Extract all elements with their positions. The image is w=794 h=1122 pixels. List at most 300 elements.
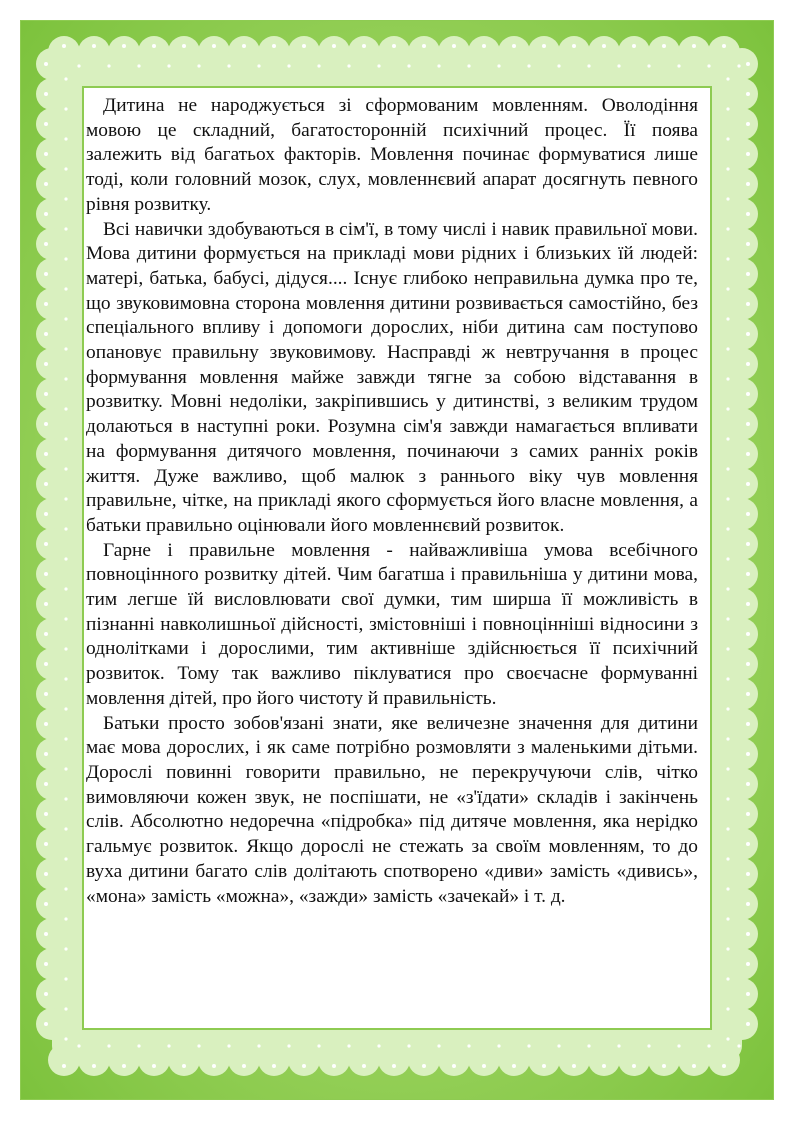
lace-dot xyxy=(64,767,67,770)
lace-dot xyxy=(746,272,750,276)
lace-dot xyxy=(62,44,66,48)
scallop xyxy=(498,1044,530,1076)
paragraph-1: Дитина не народжується зі сформованим мовленням. Оволодіння мовою це складний, багатосторонній психічний процес. Її поява залежить від багатьох факторів. Мовлення починає формуватися лише тоді, коли головний мозок, слух, мовленнєвий апарат досягнуть певного рівня розвитку. xyxy=(86,95,698,215)
lace-dot xyxy=(726,377,729,380)
lace-dot xyxy=(64,707,67,710)
lace-dot xyxy=(362,44,366,48)
lace-dot xyxy=(746,782,750,786)
lace-dot xyxy=(64,677,67,680)
scallop xyxy=(36,588,68,620)
scallop xyxy=(36,48,68,80)
scallop xyxy=(36,78,68,110)
lace-dot xyxy=(392,1064,396,1068)
lace-dot xyxy=(726,1007,729,1010)
lace-dot xyxy=(692,44,696,48)
scallop xyxy=(726,318,758,350)
lace-dot xyxy=(257,64,260,67)
lace-dot xyxy=(347,1044,350,1047)
lace-dot xyxy=(726,437,729,440)
lace-dot xyxy=(692,1064,696,1068)
scallop xyxy=(78,1044,110,1076)
lace-dot xyxy=(44,242,48,246)
lace-dot xyxy=(632,1064,636,1068)
scallop xyxy=(258,1044,290,1076)
lace-dot xyxy=(726,827,729,830)
lace-dot xyxy=(452,1064,456,1068)
lace-dot xyxy=(542,44,546,48)
lace-dot xyxy=(64,137,67,140)
lace-dot xyxy=(64,1037,67,1040)
scallop xyxy=(318,1044,350,1076)
scallop xyxy=(726,438,758,470)
lace-dot xyxy=(377,64,380,67)
lace-dot xyxy=(662,1064,666,1068)
lace-dot xyxy=(64,167,67,170)
lace-dot xyxy=(726,617,729,620)
lace-dot xyxy=(182,1064,186,1068)
lace-dot xyxy=(64,587,67,590)
lace-dot xyxy=(737,64,740,67)
scallop xyxy=(36,678,68,710)
lace-dot xyxy=(512,1064,516,1068)
lace-dot xyxy=(287,64,290,67)
scallop xyxy=(108,1044,140,1076)
lace-dot xyxy=(726,77,729,80)
scallop xyxy=(558,36,590,68)
lace-dot xyxy=(44,872,48,876)
scallop xyxy=(726,768,758,800)
lace-dot xyxy=(726,257,729,260)
scallop xyxy=(588,36,620,68)
scallop xyxy=(36,408,68,440)
lace-dot xyxy=(242,44,246,48)
scallop xyxy=(36,558,68,590)
lace-dot xyxy=(746,452,750,456)
scallop xyxy=(258,36,290,68)
lace-dot xyxy=(746,332,750,336)
lace-dot xyxy=(44,152,48,156)
lace-dot xyxy=(746,902,750,906)
scallop xyxy=(726,828,758,860)
scallop xyxy=(36,888,68,920)
lace-dot xyxy=(726,797,729,800)
scallop xyxy=(678,1044,710,1076)
lace-dot xyxy=(44,272,48,276)
scallop xyxy=(726,708,758,740)
lace-dot xyxy=(726,767,729,770)
scallop xyxy=(36,798,68,830)
lace-dot xyxy=(407,64,410,67)
lace-dot xyxy=(44,452,48,456)
lace-dot xyxy=(746,62,750,66)
scallop xyxy=(726,558,758,590)
scallop xyxy=(726,648,758,680)
scallop xyxy=(726,108,758,140)
scallop xyxy=(498,36,530,68)
lace-dot xyxy=(197,64,200,67)
lace-dot xyxy=(677,64,680,67)
lace-dot xyxy=(726,347,729,350)
lace-dot xyxy=(44,962,48,966)
lace-dot xyxy=(726,707,729,710)
lace-dot xyxy=(512,44,516,48)
lace-dot xyxy=(257,1044,260,1047)
scallop xyxy=(36,138,68,170)
lace-dot xyxy=(64,647,67,650)
lace-dot xyxy=(272,1064,276,1068)
lace-dot xyxy=(557,1044,560,1047)
lace-dot xyxy=(317,64,320,67)
lace-dot xyxy=(122,1064,126,1068)
lace-dot xyxy=(726,1037,729,1040)
lace-dot xyxy=(107,1044,110,1047)
scallop xyxy=(726,738,758,770)
scallop xyxy=(438,36,470,68)
lace-dot xyxy=(647,64,650,67)
lace-dot xyxy=(302,1064,306,1068)
lace-dot xyxy=(726,887,729,890)
lace-dot xyxy=(746,962,750,966)
scallop xyxy=(528,36,560,68)
lace-dot xyxy=(677,1044,680,1047)
lace-dot xyxy=(44,902,48,906)
lace-dot xyxy=(497,1044,500,1047)
lace-dot xyxy=(746,392,750,396)
scallop xyxy=(618,1044,650,1076)
lace-dot xyxy=(64,737,67,740)
lace-dot xyxy=(726,197,729,200)
lace-dot xyxy=(746,872,750,876)
lace-dot xyxy=(707,1044,710,1047)
scallop xyxy=(36,258,68,290)
scallop xyxy=(726,528,758,560)
lace-dot xyxy=(44,122,48,126)
lace-dot xyxy=(746,602,750,606)
lace-dot xyxy=(726,857,729,860)
scallop xyxy=(648,1044,680,1076)
scallop xyxy=(138,36,170,68)
lace-dot xyxy=(422,44,426,48)
lace-dot xyxy=(726,647,729,650)
scallop xyxy=(168,36,200,68)
lace-dot xyxy=(726,917,729,920)
lace-dot xyxy=(726,677,729,680)
lace-dot xyxy=(44,542,48,546)
lace-dot xyxy=(377,1044,380,1047)
lace-dot xyxy=(422,1064,426,1068)
scallop xyxy=(726,618,758,650)
lace-dot xyxy=(44,512,48,516)
lace-dot xyxy=(212,44,216,48)
lace-dot xyxy=(317,1044,320,1047)
lace-dot xyxy=(746,92,750,96)
lace-dot xyxy=(182,44,186,48)
lace-dot xyxy=(44,182,48,186)
lace-dot xyxy=(662,44,666,48)
scallop xyxy=(726,228,758,260)
lace-dot xyxy=(746,662,750,666)
lace-dot xyxy=(64,257,67,260)
scallop xyxy=(648,36,680,68)
lace-dot xyxy=(746,1022,750,1026)
lace-dot xyxy=(64,317,67,320)
scallop xyxy=(138,1044,170,1076)
lace-dot xyxy=(64,227,67,230)
lace-dot xyxy=(746,542,750,546)
lace-dot xyxy=(44,332,48,336)
article-body xyxy=(86,94,698,909)
lace-dot xyxy=(64,617,67,620)
lace-dot xyxy=(746,362,750,366)
lace-dot xyxy=(64,497,67,500)
lace-dot xyxy=(587,64,590,67)
scallop xyxy=(36,288,68,320)
scallop xyxy=(726,498,758,530)
lace-dot xyxy=(44,302,48,306)
lace-dot xyxy=(227,1044,230,1047)
scallop xyxy=(726,288,758,320)
scallop xyxy=(408,36,440,68)
lace-dot xyxy=(64,797,67,800)
lace-dot xyxy=(726,227,729,230)
lace-dot xyxy=(287,1044,290,1047)
scallop xyxy=(726,138,758,170)
lace-dot xyxy=(44,482,48,486)
lace-dot xyxy=(64,887,67,890)
lace-dot xyxy=(64,827,67,830)
scallop xyxy=(726,798,758,830)
lace-dot xyxy=(726,317,729,320)
paragraph-4: Батьки просто зобов'язані знати, яке величезне значення для дитини має мова дорослих, і як саме потрібно розмовляти з маленькими дітьми. Дорослі повинні говорити правильно, не перекручуючи слів, чітко вимовляючи кожен звук, не поспішати, не «з'їдати» складів і закінчень слів. Абсолютно недоречна «підробка» під дитяче мовлення, яка нерідко гальмує розвиток. Якщо дорослі не стежать за своїм мовленням, то до вуха дитини багато слів долітають спотворено «диви» замість «дивись», «мона» замість «можна», «зажди» замість «зачекай» і т. д. xyxy=(86,712,698,907)
lace-dot xyxy=(64,287,67,290)
paragraph-2: Всі навички здобуваються в сім'ї, в тому числі і навик правильної мови. Мова дитини формується на прикладі мови рідних і близьких їй людей: матері, батька, бабусі, дідуся.... Існує глибоко неправильна думка про те, що звуковимовна сторона мовлення дитини розвивається самостійно, без спеціального впливу і допомоги дорослих, ніби дитина сам поступово опановує правильну звуковимову. Насправді ж невтручання в процес формування мовлення майже завжди тягне за собою відставання в розвитку. Мовні недоліки, закріпившись у дитинстві, з великим трудом долаються в наступні роки. Розумна сім'я завжди намагається впливати на формування дитячого мовлення, починаючи з самих ранніх років життя. Дуже важливо, щоб малюк з раннього віку чув мовлення правильне, чітке, на прикладі якого сформується його власне мовлення, а батьки правильно оцінювали його мовленнєвий розвиток. xyxy=(86,218,698,536)
lace-dot xyxy=(726,137,729,140)
lace-dot xyxy=(44,1022,48,1026)
scallop xyxy=(168,1044,200,1076)
scallop xyxy=(36,978,68,1010)
scallop xyxy=(288,1044,320,1076)
scallop xyxy=(36,108,68,140)
lace-dot xyxy=(44,932,48,936)
lace-dot xyxy=(726,497,729,500)
scallop xyxy=(36,918,68,950)
lace-dot xyxy=(302,44,306,48)
lace-dot xyxy=(64,977,67,980)
lace-dot xyxy=(746,512,750,516)
scallop xyxy=(288,36,320,68)
lace-dot xyxy=(467,1044,470,1047)
lace-dot xyxy=(746,632,750,636)
lace-dot xyxy=(44,992,48,996)
lace-dot xyxy=(44,632,48,636)
lace-dot xyxy=(746,572,750,576)
scallop xyxy=(726,918,758,950)
lace-dot xyxy=(726,107,729,110)
lace-dot xyxy=(152,44,156,48)
scallop xyxy=(726,408,758,440)
scallop xyxy=(198,1044,230,1076)
scallop xyxy=(726,1008,758,1040)
lace-dot xyxy=(746,242,750,246)
scallop xyxy=(618,36,650,68)
lace-dot xyxy=(64,917,67,920)
lace-dot xyxy=(497,64,500,67)
lace-dot xyxy=(746,482,750,486)
lace-dot xyxy=(44,422,48,426)
lace-dot xyxy=(617,1044,620,1047)
lace-dot xyxy=(722,1064,726,1068)
scallop xyxy=(36,618,68,650)
scallop xyxy=(348,36,380,68)
scallop xyxy=(726,168,758,200)
lace-dot xyxy=(726,587,729,590)
lace-dot xyxy=(64,197,67,200)
scallop xyxy=(36,378,68,410)
lace-dot xyxy=(527,64,530,67)
lace-dot xyxy=(64,107,67,110)
scallop xyxy=(228,36,260,68)
lace-dot xyxy=(726,407,729,410)
lace-dot xyxy=(44,692,48,696)
scallop xyxy=(726,588,758,620)
lace-dot xyxy=(347,64,350,67)
lace-dot xyxy=(602,44,606,48)
lace-dot xyxy=(746,422,750,426)
scallop xyxy=(468,36,500,68)
lace-dot xyxy=(64,947,67,950)
scallop xyxy=(36,738,68,770)
lace-dot xyxy=(482,44,486,48)
scallop xyxy=(318,36,350,68)
scallop xyxy=(36,468,68,500)
lace-dot xyxy=(726,467,729,470)
lace-dot xyxy=(726,287,729,290)
scallop xyxy=(708,1044,740,1076)
lace-dot xyxy=(746,842,750,846)
scallop xyxy=(726,48,758,80)
lace-dot xyxy=(647,1044,650,1047)
scallop xyxy=(198,36,230,68)
lace-dot xyxy=(746,752,750,756)
lace-dot xyxy=(557,64,560,67)
scallop xyxy=(558,1044,590,1076)
lace-dot xyxy=(746,152,750,156)
lace-dot xyxy=(44,722,48,726)
lace-dot xyxy=(77,64,80,67)
lace-dot xyxy=(44,662,48,666)
lace-dot xyxy=(602,1064,606,1068)
lace-dot xyxy=(64,857,67,860)
scallop xyxy=(36,768,68,800)
lace-dot xyxy=(332,44,336,48)
lace-dot xyxy=(746,182,750,186)
lace-dot xyxy=(632,44,636,48)
lace-dot xyxy=(197,1044,200,1047)
scallop xyxy=(78,36,110,68)
lace-dot xyxy=(62,1064,66,1068)
lace-dot xyxy=(707,64,710,67)
lace-dot xyxy=(44,62,48,66)
lace-dot xyxy=(122,44,126,48)
lace-dot xyxy=(746,212,750,216)
scallop xyxy=(438,1044,470,1076)
scallop xyxy=(378,1044,410,1076)
scallop xyxy=(48,1044,80,1076)
scallop xyxy=(726,258,758,290)
lace-dot xyxy=(64,347,67,350)
scallop xyxy=(36,648,68,680)
scallop xyxy=(36,318,68,350)
scallop xyxy=(36,858,68,890)
lace-dot xyxy=(542,1064,546,1068)
lace-dot xyxy=(407,1044,410,1047)
lace-dot xyxy=(332,1064,336,1068)
scallop xyxy=(378,36,410,68)
lace-dot xyxy=(212,1064,216,1068)
lace-dot xyxy=(737,1044,740,1047)
scallop xyxy=(348,1044,380,1076)
scallop xyxy=(36,348,68,380)
lace-dot xyxy=(527,1044,530,1047)
lace-dot xyxy=(44,392,48,396)
lace-dot xyxy=(167,1044,170,1047)
lace-dot xyxy=(726,167,729,170)
lace-dot xyxy=(137,64,140,67)
scallop xyxy=(726,378,758,410)
scallop xyxy=(726,348,758,380)
scallop xyxy=(408,1044,440,1076)
lace-dot xyxy=(77,1044,80,1047)
lace-dot xyxy=(64,527,67,530)
scallop xyxy=(726,468,758,500)
paragraph-3: Гарне і правильне мовлення - найважливіша умова всебічного повноцінного розвитку дітей. Чим багатша і правильніша у дитини мова, тим легше їй висловлювати свої думки, тим ширша її можливість в пізнанні навколишньої дійсності, змістовніші і повноцінніші відносини з однолітками і дорослими, тим активніше здійснюється її психічний розвиток. Тому так важливо піклуватися про своєчасне формуванні мовлення дітей, про його чистоту й правильність. xyxy=(86,539,698,709)
lace-dot xyxy=(64,77,67,80)
lace-dot xyxy=(452,44,456,48)
scallop xyxy=(36,1008,68,1040)
scallop xyxy=(588,1044,620,1076)
scallop xyxy=(36,708,68,740)
lace-dot xyxy=(392,44,396,48)
lace-dot xyxy=(587,1044,590,1047)
lace-dot xyxy=(572,44,576,48)
scallop xyxy=(726,198,758,230)
lace-dot xyxy=(92,44,96,48)
lace-dot xyxy=(64,1007,67,1010)
lace-dot xyxy=(746,122,750,126)
lace-dot xyxy=(467,64,470,67)
lace-dot xyxy=(726,557,729,560)
lace-dot xyxy=(722,44,726,48)
lace-dot xyxy=(726,947,729,950)
lace-dot xyxy=(44,92,48,96)
lace-dot xyxy=(44,752,48,756)
scallop xyxy=(468,1044,500,1076)
lace-dot xyxy=(44,782,48,786)
scallop xyxy=(36,438,68,470)
scallop xyxy=(726,888,758,920)
lace-dot xyxy=(437,64,440,67)
lace-dot xyxy=(44,842,48,846)
scallop xyxy=(726,858,758,890)
lace-dot xyxy=(64,437,67,440)
scallop xyxy=(528,1044,560,1076)
lace-dot xyxy=(64,377,67,380)
lace-dot xyxy=(44,602,48,606)
lace-dot xyxy=(167,64,170,67)
scallop xyxy=(36,828,68,860)
lace-dot xyxy=(44,572,48,576)
lace-dot xyxy=(572,1064,576,1068)
